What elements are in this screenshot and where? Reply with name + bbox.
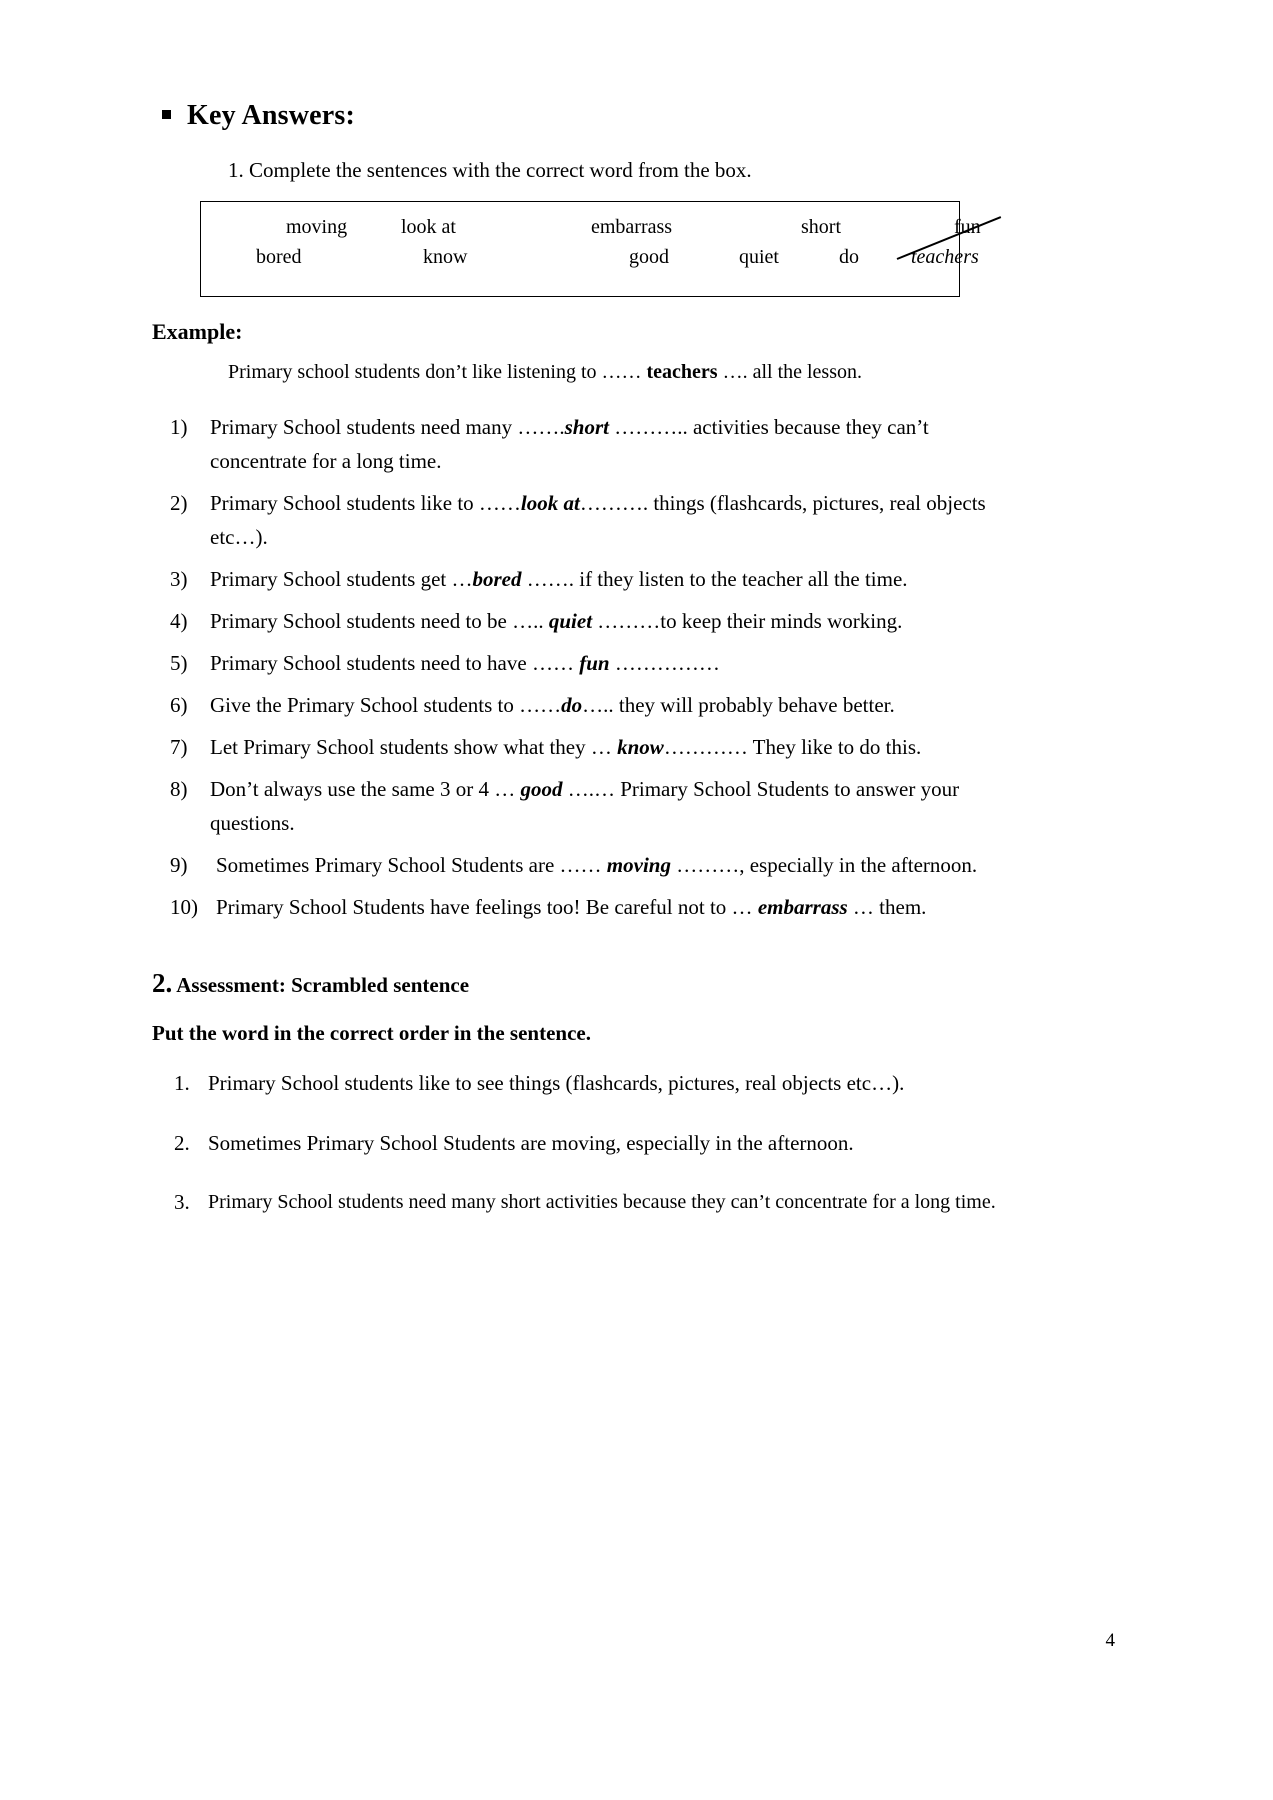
- answer-row-5: [170, 646, 1022, 680]
- answer-after-2: ………. things (flashcards, pictures, real objects etc…).: [210, 491, 986, 550]
- answer-before-2: Primary School students like to ……: [210, 491, 521, 516]
- answer-row-9: [170, 848, 1022, 882]
- answer-row-10: [170, 890, 1022, 924]
- answer-number-4: 4): [170, 609, 188, 634]
- answer-text-1: [210, 410, 1022, 478]
- task2-instruction: Put the word in the correct order in the sentence.: [152, 1021, 591, 1046]
- answer-number-2: 2): [170, 491, 188, 516]
- answer-row-7: [170, 730, 1022, 764]
- answer-number-7: 7): [170, 735, 188, 760]
- scrambled-text-1: Primary School students like to see things (flashcards, pictures, real objects etc…).: [208, 1071, 905, 1096]
- answer-word-8: good: [520, 777, 563, 802]
- word-bank-box: [200, 201, 981, 297]
- answer-number-10: 10): [170, 895, 198, 920]
- answer-after-3: ……. if they listen to the teacher all the time.: [521, 567, 908, 592]
- word-bank-item-teachers-struck: [911, 246, 979, 269]
- answers-list: [170, 410, 1022, 924]
- answer-before-9: Sometimes Primary School Students are ……: [216, 853, 607, 878]
- answer-text-5: [210, 646, 1022, 680]
- answer-after-8: ….… Primary School Students to answer your questions.: [210, 777, 960, 836]
- answer-before-4: Primary School students need to be …..: [210, 609, 549, 634]
- answer-text-9: [216, 848, 1022, 882]
- answer-before-8: Don’t always use the same 3 or 4 …: [210, 777, 521, 802]
- word-bank-item-do: do: [839, 246, 859, 268]
- answer-word-3: bored: [472, 567, 522, 592]
- task2-number: 2.: [152, 968, 173, 999]
- task1-prompt: 1. Complete the sentences with the correct word from the box.: [228, 158, 752, 182]
- answer-row-2: [170, 486, 1022, 554]
- word-bank-row-2: [201, 246, 979, 269]
- scrambled-text-3: Primary School students need many short activities because they can’t concentrate for a long time.: [208, 1191, 996, 1214]
- answer-row-1: [170, 410, 1022, 478]
- answer-word-7: know: [617, 735, 664, 760]
- answer-before-5: Primary School students need to have ……: [210, 651, 580, 676]
- answer-word-10: embarrass: [757, 895, 848, 920]
- word-bank-item-embarrass: embarrass: [591, 216, 673, 238]
- example-after: …. all the lesson.: [717, 361, 863, 383]
- task2-title: Assessment: Scrambled sentence: [176, 973, 470, 998]
- answer-text-8: [210, 772, 1022, 840]
- answer-row-4: [170, 604, 1022, 638]
- scrambled-sentences-list: [174, 1068, 1022, 1219]
- scrambled-text-2: Sometimes Primary School Students are moving, especially in the afternoon.: [208, 1130, 854, 1155]
- word-bank-item-quiet: quiet: [739, 246, 779, 268]
- answer-after-9: ………, especially in the afternoon.: [670, 853, 978, 878]
- answer-after-7: ………… They like to do this.: [663, 735, 922, 760]
- answer-row-3: [170, 562, 1022, 596]
- answer-number-1: 1): [170, 415, 188, 439]
- answer-word-6: do: [561, 693, 583, 718]
- scrambled-row-2: [174, 1128, 1022, 1160]
- page-title: Key Answers:: [187, 100, 356, 131]
- scrambled-row-3: [174, 1187, 1022, 1219]
- answer-before-10: Primary School Students have feelings too! Be careful not to …: [216, 895, 758, 920]
- answer-text-7: [210, 730, 1022, 764]
- answer-number-8: 8): [170, 777, 188, 802]
- scrambled-row-1: [174, 1068, 1022, 1100]
- answer-text-10: [216, 890, 1022, 924]
- scrambled-number-3: 3.: [174, 1190, 190, 1215]
- page-number: 4: [1105, 1630, 1115, 1651]
- task2-heading: [152, 968, 1022, 999]
- answer-word-2: look at: [520, 491, 580, 516]
- scrambled-number-2: 2.: [174, 1130, 190, 1155]
- answer-after-4: ………to keep their minds working.: [592, 609, 903, 634]
- answer-before-6: Give the Primary School students to ……: [210, 693, 562, 718]
- answer-text-2: [210, 486, 1022, 554]
- answer-row-8: [170, 772, 1022, 840]
- word-bank-item-fun: fun: [954, 216, 981, 238]
- answer-after-10: … them.: [847, 895, 927, 920]
- example-sentence: [228, 361, 1022, 384]
- answer-word-4: quiet: [548, 609, 593, 634]
- square-bullet-icon: [162, 110, 171, 119]
- answer-number-5: 5): [170, 651, 188, 676]
- answer-text-3: [210, 562, 1022, 596]
- word-bank-item-moving: moving: [286, 216, 348, 238]
- word-bank-item-teachers-label: teachers: [911, 246, 979, 268]
- word-bank-item-bored: bored: [256, 246, 302, 268]
- example-label: Example:: [152, 319, 243, 344]
- answer-text-6: [210, 688, 1022, 722]
- word-bank-item-short: short: [801, 216, 841, 238]
- answer-before-3: Primary School students get …: [210, 567, 473, 592]
- answer-word-5: fun: [579, 651, 610, 676]
- answer-after-1: ……….. activities because they can’t concentrate for a long time.: [210, 415, 929, 474]
- answer-number-3: 3): [170, 567, 188, 592]
- word-bank-item-know: know: [423, 246, 468, 268]
- answer-before-7: Let Primary School students show what they …: [210, 735, 618, 760]
- key-answers-heading: [162, 100, 1022, 132]
- page-content: [152, 0, 1022, 1247]
- answer-row-6: [170, 688, 1022, 722]
- word-bank-item-look-at: look at: [401, 216, 456, 238]
- answer-after-6: ….. they will probably behave better.: [582, 693, 895, 718]
- answer-after-5: ……………: [609, 651, 720, 676]
- answer-word-1: short: [564, 415, 609, 439]
- example-before: Primary school students don’t like listening to ……: [228, 361, 647, 383]
- answer-number-9: 9): [170, 853, 188, 878]
- answer-number-6: 6): [170, 693, 188, 718]
- example-answer: teachers: [646, 361, 718, 383]
- word-bank-item-good: good: [629, 246, 669, 268]
- answer-text-4: [210, 604, 1022, 638]
- answer-before-1: Primary School students need many …….: [210, 415, 565, 439]
- answer-word-9: moving: [606, 853, 671, 878]
- scrambled-number-1: 1.: [174, 1071, 190, 1096]
